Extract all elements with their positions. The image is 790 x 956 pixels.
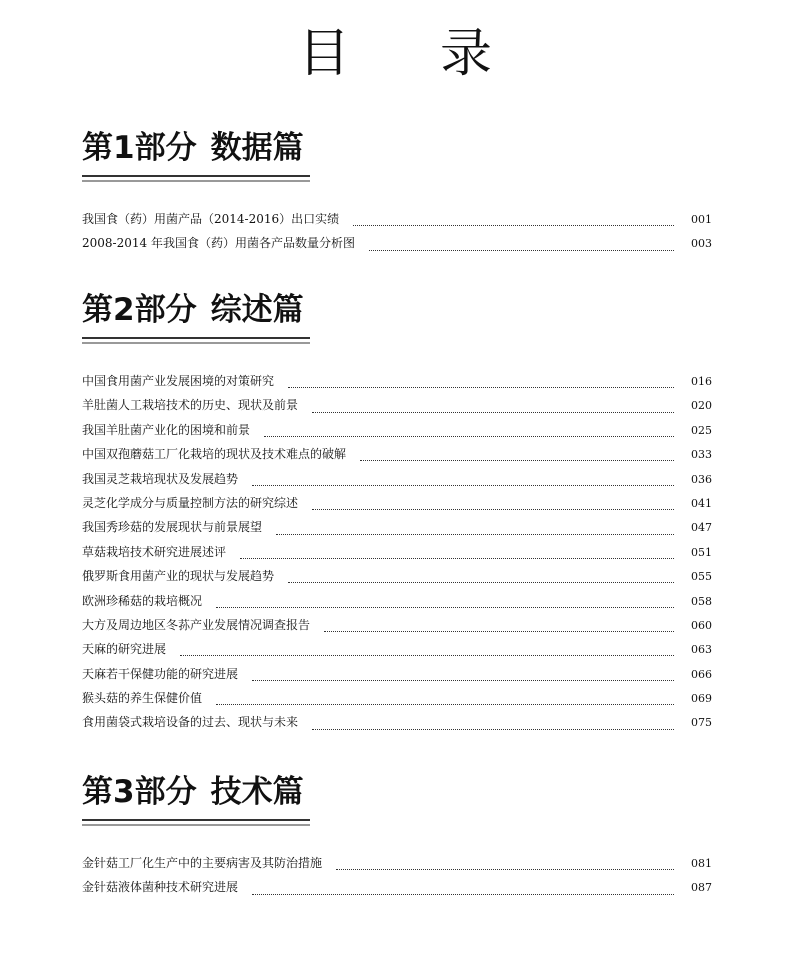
toc-entry-title: 大方及周边地区冬荪产业发展情况调查报告 [82,617,311,632]
toc-entry-title: 我国灵芝栽培现状及发展趋势 [82,471,239,486]
toc-entry[interactable] [82,616,712,640]
dot-leader [252,484,674,486]
toc-entry[interactable] [82,396,712,420]
toc-entry-title: 金针菇工厂化生产中的主要病害及其防治措施 [82,856,323,870]
dot-leader [312,728,674,730]
section-2 [82,290,712,738]
toc-entry-page: 020 [691,399,712,413]
toc-entry-page: 063 [691,643,712,657]
toc-entry[interactable] [82,210,712,234]
dot-leader [276,533,674,535]
toc-entry-page: 081 [691,857,712,870]
section-heading [82,290,712,330]
dot-leader [240,557,674,559]
dot-leader [360,459,674,461]
section-number: 第3部分 [82,774,197,810]
toc-entry-page: 075 [691,716,712,730]
section-number: 第2部分 [82,292,197,328]
section-number: 第1部分 [82,130,197,166]
toc-entry-page: 058 [691,594,712,608]
toc-entry-title: 金针菇液体菌种技术研究进展 [82,880,239,895]
toc-entry-title: 羊肚菌人工栽培技术的历史、现状及前景 [82,398,299,413]
toc-entry-title: 俄罗斯食用菌产业的现状与发展趋势 [82,569,275,584]
toc-entry[interactable] [82,234,712,258]
toc-entry[interactable] [82,445,712,469]
dot-leader [369,249,674,251]
section-underline [82,175,310,177]
section-name: 技术篇 [210,774,304,810]
toc-entry-title: 中国食用菌产业发展困境的对策研究 [82,374,275,388]
dot-leader [216,606,674,608]
toc-entry[interactable] [82,543,712,567]
toc-list [82,372,712,738]
toc-entry-title: 欧洲珍稀菇的栽培概况 [82,593,203,608]
toc-entry[interactable] [82,372,712,396]
dot-leader [312,411,674,413]
toc-entry[interactable] [82,421,712,445]
toc-list [82,854,712,903]
toc-entry-page: 025 [691,423,712,437]
dot-leader [353,224,674,226]
section-1 [82,128,712,259]
toc-entry[interactable] [82,665,712,689]
toc-entry[interactable] [82,878,712,902]
toc-entry[interactable] [82,494,712,518]
toc-entry-page: 055 [691,570,712,584]
toc-entry-page: 047 [691,521,712,535]
section-heading [82,128,712,168]
dot-leader [216,703,674,705]
dot-leader [252,893,674,895]
section-3 [82,772,712,903]
section-name: 数据篇 [210,130,304,166]
dot-leader [252,679,674,681]
toc-entry-page: 036 [691,472,712,486]
toc-entry-title: 天麻若干保健功能的研究进展 [82,666,239,681]
toc-entry[interactable] [82,640,712,664]
dot-leader [264,435,674,437]
toc-entry[interactable] [82,713,712,737]
section-underline-thin [82,824,310,826]
toc-entry-page: 016 [691,375,712,388]
dot-leader [324,630,674,632]
toc-entry[interactable] [82,470,712,494]
dot-leader [288,581,674,583]
toc-entry-title: 天麻的研究进展 [82,642,167,657]
toc-entry-page: 060 [691,618,712,632]
section-underline-thin [82,342,310,344]
toc-entry-page: 066 [691,667,712,681]
toc-entry[interactable] [82,592,712,616]
toc-entry-title: 灵芝化学成分与质量控制方法的研究综述 [82,495,299,510]
section-underline [82,819,310,821]
section-name: 综述篇 [210,292,304,328]
toc-entry-title: 2008-2014 年我国食（药）用菌各产品数量分析图 [82,236,355,251]
toc-entry-page: 051 [691,545,712,559]
dot-leader [180,654,674,656]
dot-leader [312,508,674,510]
toc-entry-title: 猴头菇的养生保健价值 [82,691,203,706]
page-title [0,22,790,86]
toc-entry-title: 我国秀珍菇的发展现状与前景展望 [82,520,263,535]
toc-entry-page: 069 [691,692,712,706]
toc-entry[interactable] [82,689,712,713]
section-heading [82,772,712,812]
toc-entry-page: 087 [691,881,712,895]
toc-entry-title: 中国双孢蘑菇工厂化栽培的现状及技术难点的破解 [82,447,347,462]
toc-entry[interactable] [82,518,712,542]
page-title-char-1: 目 [297,24,350,84]
toc-entry-title: 食用菌袋式栽培设备的过去、现状与未来 [82,715,299,730]
toc-entry-title: 草菇栽培技术研究进展述评 [82,544,227,559]
toc-entry-page: 033 [691,448,712,462]
dot-leader [336,868,674,870]
toc-list [82,210,712,259]
toc-entry-page: 001 [691,213,712,226]
page-title-char-2: 录 [440,24,493,84]
toc-entry-page: 003 [691,237,712,251]
section-underline [82,337,310,339]
section-underline-thin [82,180,310,182]
toc-entry[interactable] [82,567,712,591]
toc-entry-page: 041 [691,496,712,510]
dot-leader [288,386,674,388]
toc-entry[interactable] [82,854,712,878]
toc-entry-title: 我国羊肚菌产业化的困境和前景 [82,422,251,437]
toc-entry-title: 我国食（药）用菌产品（2014-2016）出口实绩 [82,212,340,226]
